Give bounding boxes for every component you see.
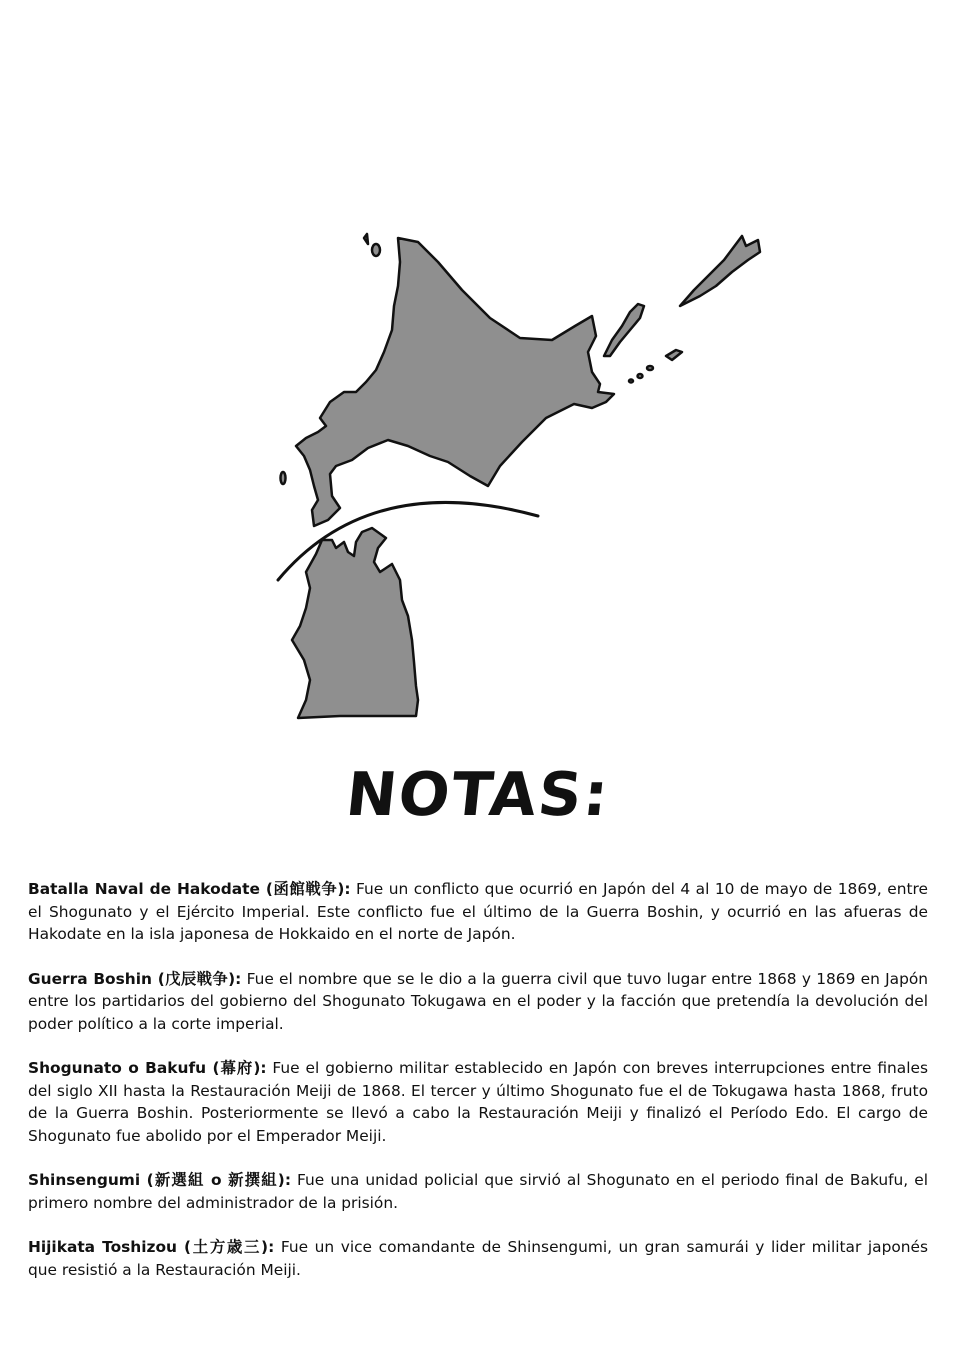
note-term: Shogunato o Bakufu (幕府): <box>28 1059 267 1077</box>
note-term: Batalla Naval de Hakodate (函館戦争): <box>28 880 351 898</box>
note-hijikata <box>28 1236 928 1281</box>
note-term: Shinsengumi (新選組 o 新撰組): <box>28 1171 291 1189</box>
note-text: Fue una unidad policial que sirvió al Shogunato en el periodo final de Bakufu, el primero nombre del administrador de la prisión. <box>28 1171 928 1212</box>
kuril-islands <box>604 236 760 383</box>
hokkaido-island <box>281 234 615 526</box>
note-boshin <box>28 968 928 1036</box>
note-text: Fue el nombre que se le dio a la guerra civil que tuvo lugar entre 1868 y 1869 en Japón entre los partidarios del gobierno del Shogunato Tokugawa en el poder y la facción que pretendía la devolución del poder político a la corte imperial. <box>28 969 929 1033</box>
note-shogunato <box>28 1057 928 1147</box>
note-text: Fue un vice comandante de Shinsengumi, un gran samurái y lider militar japonés que resistió a la Restauración Meiji. <box>28 1238 928 1279</box>
note-hakodate <box>28 878 928 946</box>
honshu-north-island <box>292 528 418 718</box>
note-term: Hijikata Toshizou (土方歳三): <box>28 1238 275 1256</box>
note-shinsengumi <box>28 1169 928 1214</box>
notes-section <box>28 878 928 1303</box>
page-title: NOTAS: <box>342 760 614 830</box>
note-text: Fue el gobierno militar establecido en Japón con breves interrupciones entre finales del siglo XII hasta la Restauración Meiji de 1868. El tercer y último Shogunato fue el de Tokugawa hasta 1868, fruto de la Guerra Boshin. Posteriormente se llevó a cabo la Restauración Meiji y finalizó el Período Edo. El cargo de Shogunato fue abolido por el Emperador Meiji. <box>28 1059 928 1145</box>
note-term: Guerra Boshin (戊辰戦争): <box>28 969 242 988</box>
note-text: Fue un conflicto que ocurrió en Japón del 4 al 10 de mayo de 1869, entre el Shogunato y el Ejército Imperial. Este conflicto fue el último de la Guerra Boshin, y ocurrió en las afueras de Hakodate en la isla japonesa de Hokkaido en el norte de Japón. <box>28 880 928 943</box>
